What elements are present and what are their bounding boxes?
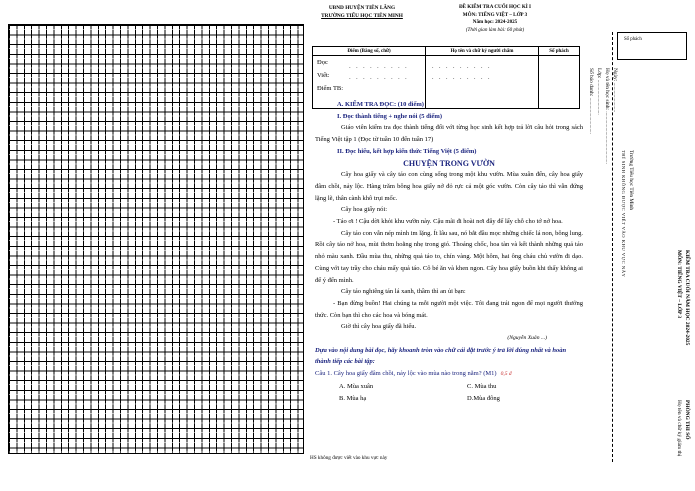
grader-dots[interactable]: . . . . . . . . . . . . . . . . . . (426, 56, 539, 109)
exam-body (315, 99, 583, 404)
story-paragraph-6: - Bạn đừng buồn! Hai chúng ta mỗi người một việc. Tôi đang trái ngon để mọi người thưởng thức. Còn bạn thì cho các hoa và bóng mát. (315, 299, 583, 319)
section-a-heading: A. KIỂM TRA ĐỌC: (10 điểm) (337, 101, 424, 108)
instruction-text: Dựa vào nội dung bài đọc, hãy khoanh tròn vào chữ cái đặt trước ý trả lời đúng nhất và hoàn thành tiếp các bài tập: (315, 346, 567, 366)
date-field[interactable]: Ngày: ...................... (612, 68, 618, 113)
score-col-grader: Họ tên và chữ ký người chấm (426, 47, 539, 56)
exam-duration: (Thời gian làm bài: 60 phút) (465, 26, 525, 33)
no-write-note: THÍ SINH KHÔNG ĐƯỢC VIẾT VÀO KHU VỰC NÀY (621, 150, 626, 278)
exam-header (425, 4, 565, 34)
question-1-text: Câu 1. Cây hoa giấy đâm chồi, nảy lộc vào mùa nào trong năm? (M1) (315, 370, 497, 378)
school-vertical: Trường Tiểu học Tiên Minh (628, 150, 634, 211)
sophach-label: Số phách (624, 37, 642, 42)
candidate-number-field[interactable]: Số báo danh: ........................... (588, 68, 594, 134)
question-1-options-row1 (315, 381, 583, 393)
footer-note: HS không được viết vào khu vực này (310, 455, 388, 461)
student-name-field[interactable]: Họ và tên học sinh: ....................................... (604, 68, 610, 164)
section-i-heading: I. Đọc thành tiếng + nghe nói (5 điểm) (337, 112, 443, 120)
story-title: CHUYỆN TRONG VƯỜN (403, 158, 495, 168)
story-paragraph-5: Cây táo nghiêng tán lá xanh, thầm thì an ủi bạn: (341, 288, 466, 296)
school-name: TRƯỜNG TIỂU HỌC TIÊN MINH (321, 13, 403, 19)
grid-paper (8, 24, 304, 454)
story-author: (Nguyễn Xuân ...) (507, 335, 547, 342)
score-doc-label: Đọc (317, 59, 328, 66)
option-c[interactable]: C. Mùa thu (467, 382, 497, 390)
district-name: UBND HUYỆN TIÊN LÃNG (328, 5, 396, 11)
section-ii-heading: II. Đọc hiểu, kết hợp kiến thức Tiếng Việt (5 điểm) (337, 147, 477, 155)
exam-title: ĐỀ KIỂM TRA CUỐI HỌC KÌ I (458, 4, 532, 10)
score-col-sophach: Số phách (539, 47, 580, 56)
class-field[interactable]: Lớp: .......................... (596, 68, 602, 115)
story-paragraph-7: Giờ thì cây hoa giấy đã hiểu. (341, 323, 417, 331)
exam-title-vertical: KIỂM TRA CUỐI NĂM HỌC 2024-2025 (684, 250, 690, 346)
score-tb-label: Điểm TB: (317, 85, 344, 92)
story-paragraph-1: Cây hoa giấy và cây táo con cùng sống trong một khu vườn. Mùa xuân đến, cây hoa giấy đâm chồi, nảy lộc. Hàng trăm bông hoa giấy nở đỏ rực cả một góc vườn. Còn cây táo thì vẫn đứng lặng lẽ, thân cành khô trụi mốc. (315, 171, 583, 202)
option-a[interactable]: A. Mùa xuân (339, 382, 374, 390)
exam-subject: MÔN: TIẾNG VIỆT – LỚP 3 (462, 11, 528, 18)
invigilator-label[interactable]: Họ tên và chữ ký giám thị (676, 400, 682, 457)
sophach-box (617, 32, 687, 60)
score-row-labels (313, 56, 343, 95)
story-paragraph-4: Cây táo con vẫn nép mình im lặng. Ít lâu sau, nó bắt đầu mọc những chiếc lá non, bông lung. Rồi cây táo nở hoa, mùi thơm hoằng nhẹ trong gió. Thoáng chốc, hoa tàn và kết thành những quả táo nhỏ màu xanh. Đầu mùa thu, những quả táo to, chín vàng. Một hôm, hai ông cháu chủ vườn đi dạo. Cùng với tay trầy cho cháu mấy quả táo. Cô bé ăn và khen ngon. Cây hoa giấy buồn khi thấy không ai để ý đến mình. (315, 229, 583, 284)
option-b[interactable]: B. Mùa hạ (339, 394, 367, 402)
exam-room-label: PHÒNG THI SỐ (684, 400, 690, 440)
score-col-points: Điểm (Bằng số, chữ) (313, 47, 426, 56)
score-dots[interactable]: . . . . . . . . . . . . . . . . . . (349, 64, 409, 81)
score-viet-label: Viết: (317, 72, 330, 79)
story-paragraph-2: Cây hoa giấy nói: (341, 206, 388, 214)
story-paragraph-3: - Táo ơi ! Cậu dời khỏi khu vườn này. Cậu mãi đi hoài nơi đây để lấy chỗ cho tớ nở hoa. (333, 218, 563, 226)
exam-subject-vertical: MÔN: TIẾNG VIỆT – LỚP 3 (676, 250, 682, 319)
question-1-options-row2 (315, 393, 583, 405)
section-i-text: Giáo viên kiểm tra đọc thành tiếng đối với từng học sinh kết hợp trả lời câu hỏi trong sách Tiếng Việt tập 1 (Đọc từ tuần 10 đến tuần 17) (315, 124, 583, 144)
question-1 (315, 368, 583, 381)
exam-year: Năm học: 2024-2025 (472, 19, 518, 26)
question-1-points: 0,5 đ (500, 371, 512, 378)
school-header (312, 4, 412, 20)
option-d[interactable]: D.Mùa đông (467, 394, 500, 402)
